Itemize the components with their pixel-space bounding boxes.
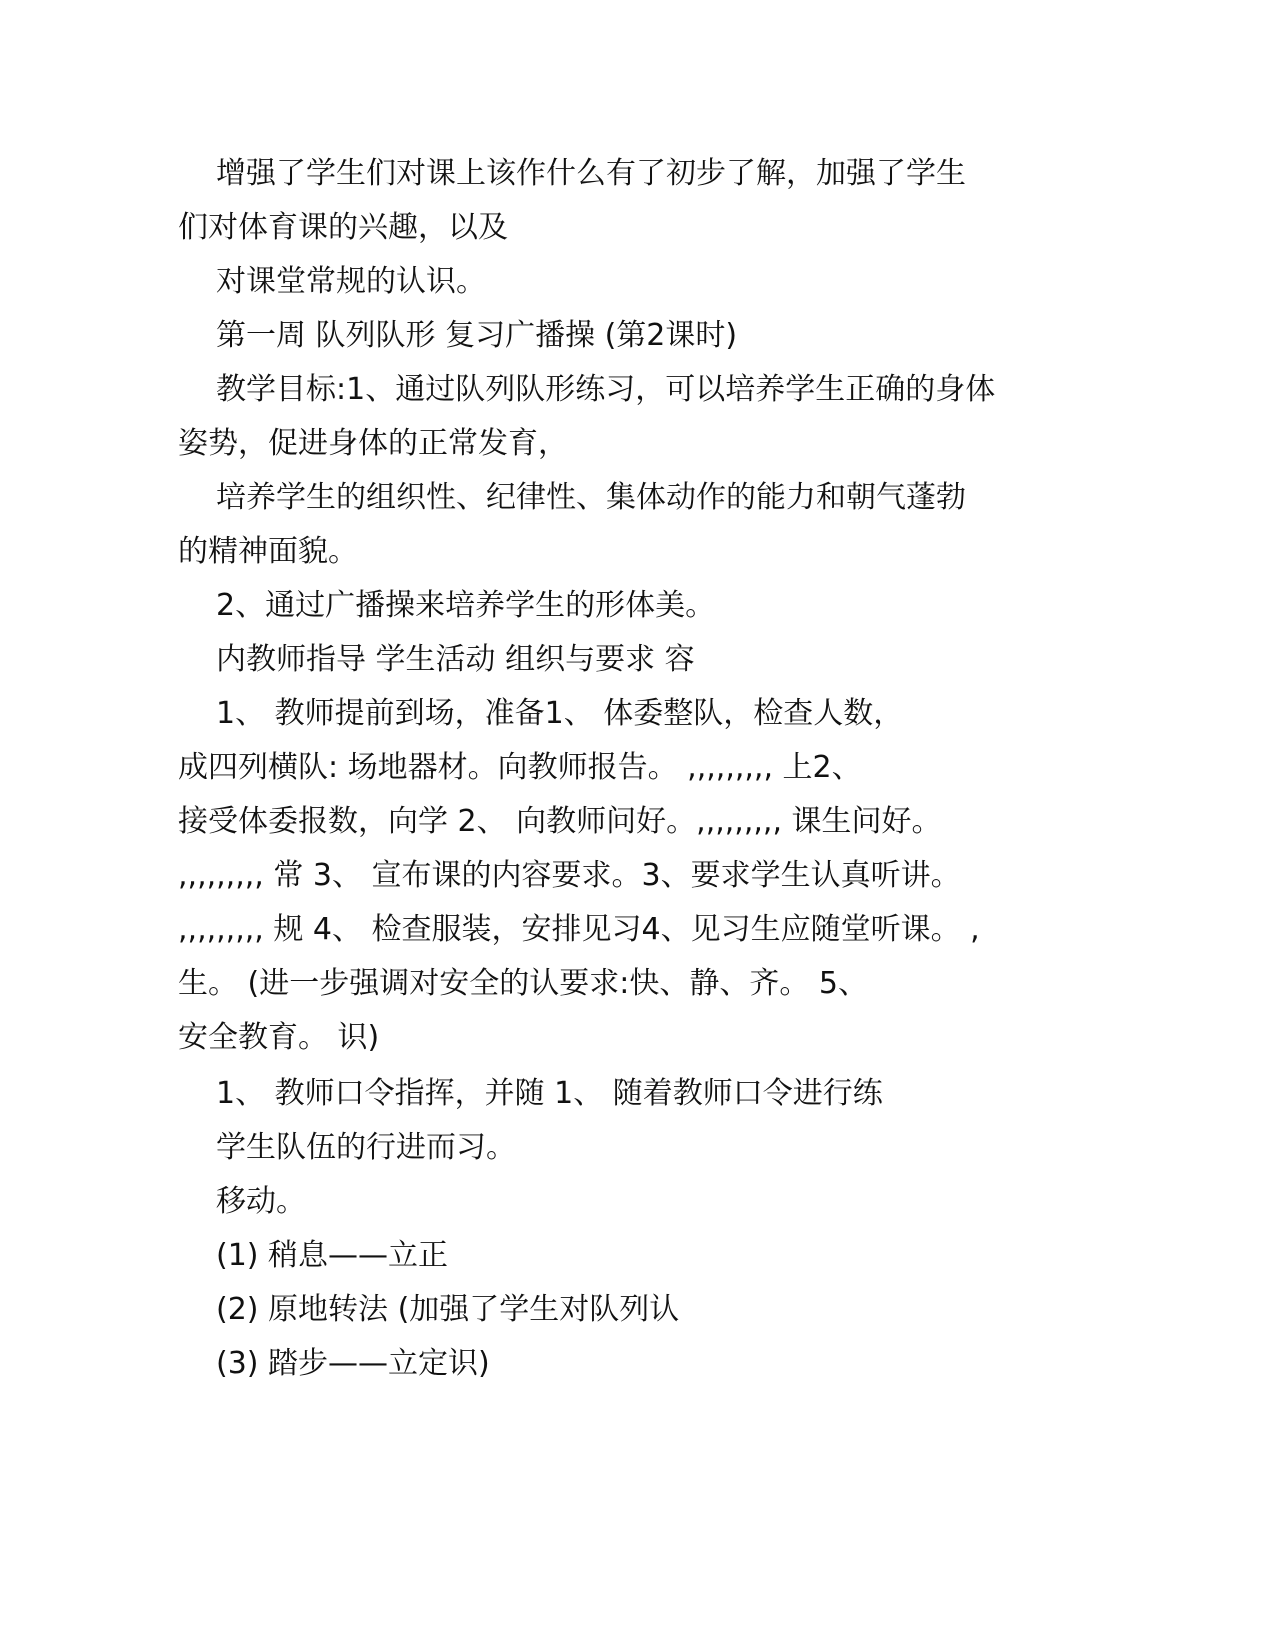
text-line: 移动。 [216, 1184, 306, 1219]
text-line: 学生队伍的行进而习。 [216, 1130, 516, 1165]
text-line: 1、 教师提前到场，准备1、 体委整队，检查人数， [216, 696, 904, 731]
text-line: 姿势，促进身体的正常发育， [178, 426, 568, 461]
text-line: 们对体育课的兴趣，以及 [178, 210, 508, 245]
text-line: 内教师指导 学生活动 组织与要求 容 [216, 642, 695, 677]
text-line: 成四列横队: 场地器材。向教师报告。 ,,,,,,,,, 上2、 [178, 750, 862, 785]
text-line: 培养学生的组织性、纪律性、集体动作的能力和朝气蓬勃 [216, 480, 966, 515]
text-line: 2、通过广播操来培养学生的形体美。 [216, 588, 716, 623]
text-line: 的精神面貌。 [178, 534, 358, 569]
list-item: (3) 踏步——立定识) [216, 1346, 490, 1381]
text-line: 教学目标:1、通过队列队形练习，可以培养学生正确的身体 [216, 372, 996, 407]
text-line: ,,,,,,,,, 规 4、 检查服装，安排见习4、见习生应随堂听课。 , [178, 912, 980, 947]
text-line: 安全教育。 识) [178, 1020, 380, 1055]
list-item: (2) 原地转法 (加强了学生对队列认 [216, 1292, 680, 1327]
section-heading: 第一周 队列队形 复习广播操 (第2课时) [216, 318, 738, 353]
text-line: 对课堂常规的认识。 [216, 264, 486, 299]
text-line: 增强了学生们对课上该作什么有了初步了解，加强了学生 [216, 156, 966, 191]
text-line: 生。 (进一步强调对安全的认要求:快、静、齐。 5、 [178, 966, 868, 1001]
text-line: 1、 教师口令指挥，并随 1、 随着教师口令进行练 [216, 1076, 883, 1111]
text-line: ,,,,,,,,, 常 3、 宣布课的内容要求。3、要求学生认真听讲。 [178, 858, 961, 893]
list-item: (1) 稍息——立正 [216, 1238, 449, 1273]
text-line: 接受体委报数，向学 2、 向教师问好。,,,,,,,,, 课生问好。 [178, 804, 942, 839]
